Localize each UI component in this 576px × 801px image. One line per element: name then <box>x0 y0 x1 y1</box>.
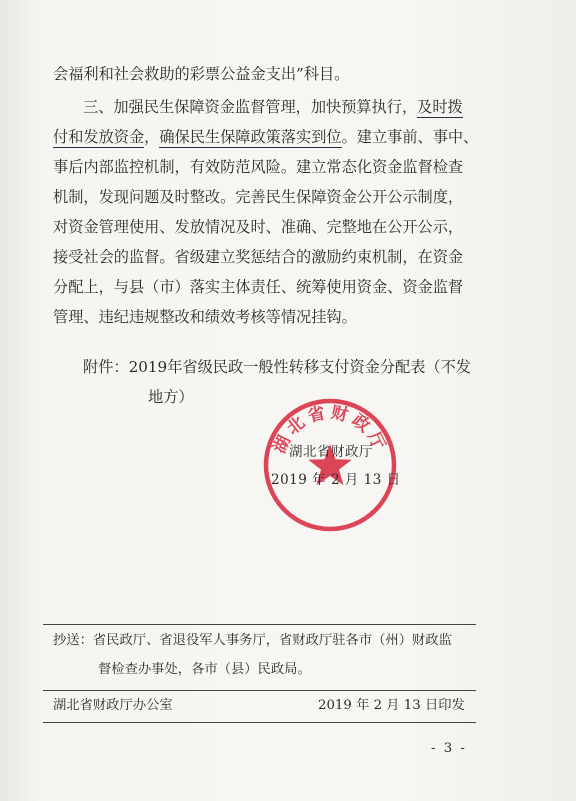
body-line: 事后内部监控机制，有效防范风险。建立常态化资金监督检查 <box>53 158 464 176</box>
signature-org: 湖北省财政厅 <box>289 444 373 460</box>
svg-text:湖北省财政厅: 湖北省财政厅 <box>269 402 391 457</box>
body-text: ， <box>144 128 160 146</box>
body-line: 机制，发现问题及时整改。完善民生保障资金公开公示制度， <box>53 188 464 206</box>
body-line <box>53 126 478 149</box>
underlined-text: 及时拨 <box>417 98 463 116</box>
body-text: 。建立事前、事中、 <box>341 128 479 146</box>
divider <box>43 690 476 691</box>
divider <box>43 624 476 625</box>
page-number: - 3 - <box>431 741 467 756</box>
body-line: 管理、违纪违规整改和绩效考核等情况挂钩。 <box>53 308 357 326</box>
cc-line: 抄送：省民政厅、省退役军人事务厅，省财政厅驻各市（州）财政监 <box>53 633 452 648</box>
attachment-line: 附件：2019年省级民政一般性转移支付资金分配表（不发 <box>83 358 471 376</box>
divider <box>43 722 476 723</box>
body-line: 会福利和社会救助的彩票公益金支出”科目。 <box>53 65 350 83</box>
underlined-text: 确保民生保障政策落实到位 <box>159 128 342 146</box>
underlined-text: 付和发放资金 <box>53 128 145 146</box>
body-line <box>83 96 463 119</box>
official-seal <box>260 395 400 535</box>
signature-date: 2019 年 2 月 13 日 <box>271 472 401 488</box>
attachment-line: 地方） <box>148 388 194 406</box>
body-line: 接受社会的监督。省级建立奖惩结合的激励约束机制，在资金 <box>53 248 464 266</box>
body-line: 分配上，与县（市）落实主体责任、统筹使用资金、资金监督 <box>53 278 464 296</box>
cc-line: 督检查办事处，各市（县）民政局。 <box>98 662 311 677</box>
body-text: 三、加强民生保障资金监督管理，加快预算执行， <box>83 98 418 116</box>
issuer: 湖北省财政厅办公室 <box>53 698 173 713</box>
body-line: 对资金管理使用、发放情况及时、准确、完整地在公开公示， <box>53 218 464 236</box>
print-date: 2019 年 2 月 13 日印发 <box>318 698 465 713</box>
